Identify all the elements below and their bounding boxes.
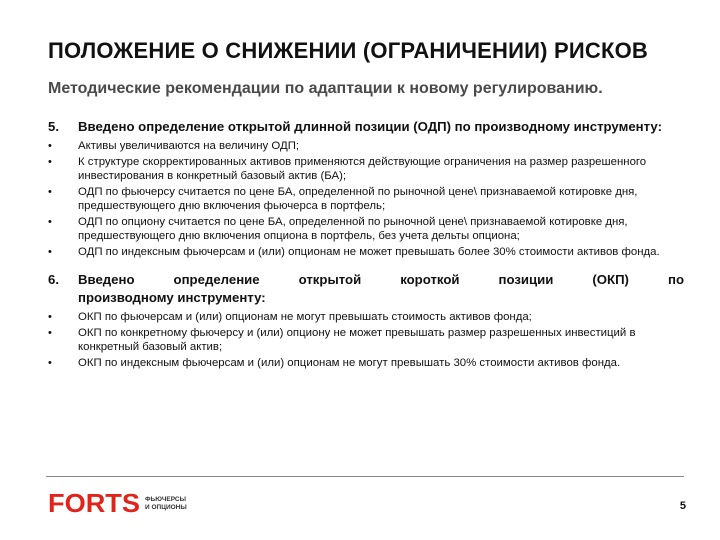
content-body: [48, 118, 684, 372]
list-item: [48, 356, 684, 370]
logo-tagline-2: И ОПЦИОНЫ: [145, 504, 187, 511]
bullet-icon: •: [48, 216, 52, 228]
bullet-icon: •: [48, 357, 52, 369]
section-number: 6.: [48, 272, 59, 287]
section-heading-line-1: Введено определение открытой короткой позиции (ОКП) по: [78, 272, 684, 287]
list-item-text: ОКП по фьючерсам и (или) опционам не могут превышать стоимость активов фонда;: [78, 311, 532, 323]
list-item: [48, 245, 684, 259]
bullet-icon: •: [48, 311, 52, 323]
list-item-text: ОДП по индексным фьючерсам и (или) опционам не может превышать более 30% стоимости активов фонда.: [78, 246, 660, 258]
logo-tagline-1: ФЬЮЧЕРСЫ: [145, 496, 186, 503]
forts-logo: [48, 490, 193, 516]
list-item-text: Активы увеличиваются на величину ОДП;: [78, 140, 300, 152]
bullet-icon: •: [48, 327, 52, 339]
bullet-icon: •: [48, 186, 52, 198]
section-6: [48, 271, 684, 370]
page-subtitle: Методические рекомендации по адаптации к новому регулированию.: [48, 80, 603, 97]
section-heading-line-2: производному инструменту:: [78, 290, 266, 305]
list-item: [48, 215, 684, 243]
section-heading-text: Введено определение открытой длинной позиции (ОДП) по производному инструменту:: [78, 119, 662, 134]
list-item: [48, 310, 684, 324]
list-item-text: ОДП по опциону считается по цене БА, определенной по рыночной цене\ признаваемой котировке дня, предшествующего дню включения опциона в портфель, без учета дельты опциона;: [78, 216, 628, 242]
list-item-text: ОДП по фьючерсу считается по цене БА, определенной по рыночной цене\ признаваемой котировке дня, предшествующего дню включения фьючерса в портфель;: [78, 186, 638, 212]
list-item-text: К структуре скорректированных активов применяются действующие ограничения на размер разрешенного инвестирования в конкретный базовый актив (БА);: [78, 156, 647, 182]
list-item: [48, 185, 684, 213]
section-heading: [48, 118, 684, 136]
logo-wordmark: FORTS: [48, 490, 140, 516]
bullet-icon: •: [48, 156, 52, 168]
list-item: [48, 326, 684, 354]
list-item-text: ОКП по конкретному фьючерсу и (или) опциону не может превышать размер разрешенных инвестиций в конкретный базовый актив;: [78, 327, 636, 353]
list-item-text: ОКП по индексным фьючерсам и (или) опционам не могут превышать 30% стоимости активов фонда.: [78, 357, 621, 369]
page-number: 5: [679, 500, 686, 512]
section-number: 5.: [48, 119, 59, 134]
footer-divider: [46, 476, 684, 477]
bullet-list: [48, 310, 684, 370]
page-title: ПОЛОЖЕНИЕ О СНИЖЕНИИ (ОГРАНИЧЕНИИ) РИСКОВ: [48, 38, 648, 63]
bullet-list: [48, 139, 684, 259]
bullet-icon: •: [48, 246, 52, 258]
section-heading: [48, 271, 684, 307]
list-item: [48, 139, 684, 153]
section-5: [48, 118, 684, 259]
list-item: [48, 155, 684, 183]
bullet-icon: •: [48, 140, 52, 152]
